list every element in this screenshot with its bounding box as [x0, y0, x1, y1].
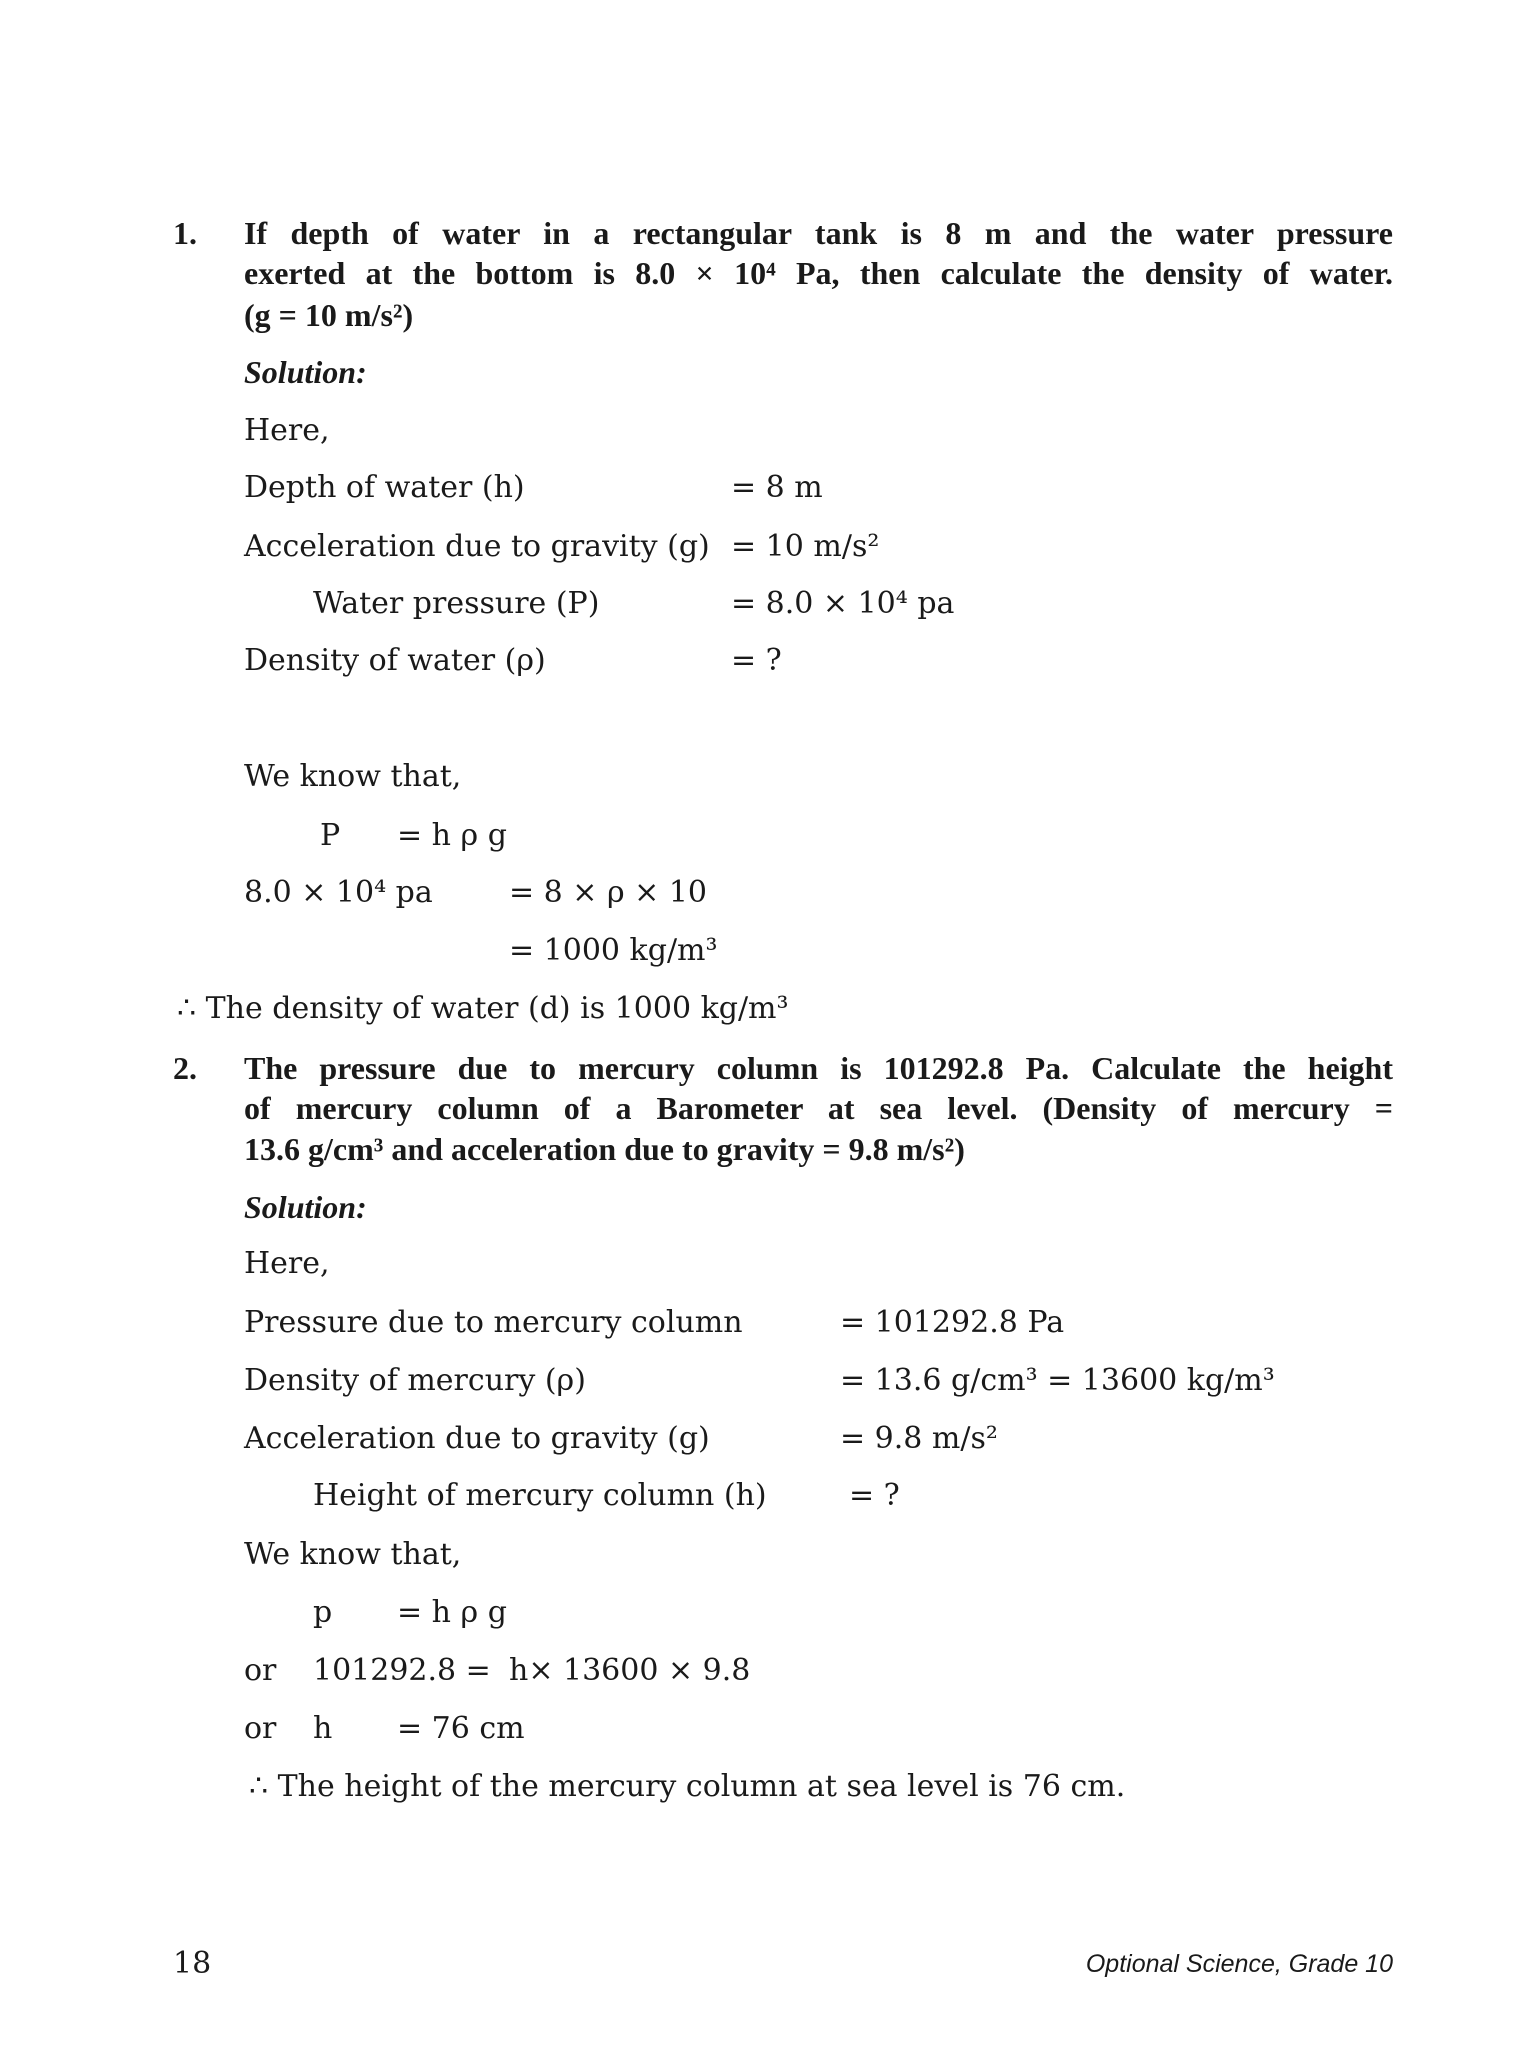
q1-given-label: Water pressure (P): [313, 586, 600, 621]
q2-given-label: Pressure due to mercury column: [244, 1305, 743, 1340]
q1-step-rhs: = 8 × ρ × 10: [509, 875, 707, 910]
q1-given-label: Depth of water (h): [244, 470, 525, 505]
page-number: 18: [173, 1946, 212, 1981]
q2-given-label: Density of mercury (ρ): [244, 1363, 586, 1398]
q1-given-label: Density of water (ρ): [244, 643, 546, 678]
q2-text-line-3: 13.6 g/cm³ and acceleration due to gravity = 9.8 m/s²): [244, 1131, 965, 1167]
q2-number: 2.: [173, 1050, 197, 1086]
q1-given-value: = 8.0 × 10⁴ pa: [731, 586, 955, 621]
q2-step-rhs: = h ρ g: [397, 1595, 507, 1630]
q1-conclusion: ∴ The density of water (d) is 1000 kg/m³: [177, 991, 789, 1026]
q2-given-label: Height of mercury column (h): [313, 1478, 767, 1513]
q1-we-know: We know that,: [244, 759, 462, 794]
q2-step-rhs: h× 13600 × 9.8: [509, 1653, 751, 1688]
q2-given-value: = ?: [849, 1478, 900, 1513]
q2-text-line-1: The pressure due to mercury column is 101292.8 Pa. Calculate the height: [244, 1050, 1393, 1086]
q1-text-line-3: (g = 10 m/s²): [244, 297, 414, 333]
q2-given-value: = 9.8 m/s²: [840, 1421, 998, 1456]
q2-text-line-2: of mercury column of a Barometer at sea level. (Density of mercury =: [244, 1090, 1393, 1126]
q1-given-value: = 8 m: [731, 470, 823, 505]
q2-we-know: We know that,: [244, 1537, 462, 1572]
q1-text-line-1: If depth of water in a rectangular tank is 8 m and the water pressure: [244, 215, 1393, 251]
q1-step-rhs: = h ρ g: [397, 818, 507, 853]
q2-step-prefix: or: [244, 1711, 277, 1746]
q1-given-value: = ?: [731, 643, 782, 678]
q1-step-lhs: P: [320, 818, 341, 853]
q2-given-value: = 13.6 g/cm³ = 13600 kg/m³: [840, 1363, 1275, 1398]
q2-given-value: = 101292.8 Pa: [840, 1305, 1065, 1340]
q1-text-line-2: exerted at the bottom is 8.0 × 10⁴ Pa, then calculate the density of water.: [244, 255, 1393, 291]
q2-step-lhs: p: [313, 1595, 333, 1630]
q2-solution-label: Solution:: [244, 1189, 367, 1225]
q2-step-lhs: 101292.8 =: [313, 1653, 491, 1688]
q2-conclusion: ∴ The height of the mercury column at sea level is 76 cm.: [249, 1769, 1126, 1804]
q1-solution-label: Solution:: [244, 354, 367, 390]
q1-number: 1.: [173, 215, 197, 251]
q2-step-rhs: = 76 cm: [397, 1711, 525, 1746]
q2-given-label: Acceleration due to gravity (g): [244, 1421, 710, 1456]
q1-step-rhs: = 1000 kg/m³: [509, 933, 718, 968]
q1-given-value: = 10 m/s²: [731, 529, 880, 564]
q1-step-lhs: 8.0 × 10⁴ pa: [244, 875, 433, 910]
q2-here: Here,: [244, 1246, 330, 1281]
q2-step-prefix: or: [244, 1653, 277, 1688]
q1-here: Here,: [244, 413, 330, 448]
q1-given-label: Acceleration due to gravity (g): [244, 529, 710, 564]
q2-step-lhs: h: [313, 1711, 333, 1746]
book-title: Optional Science, Grade 10: [1085, 1950, 1393, 1978]
